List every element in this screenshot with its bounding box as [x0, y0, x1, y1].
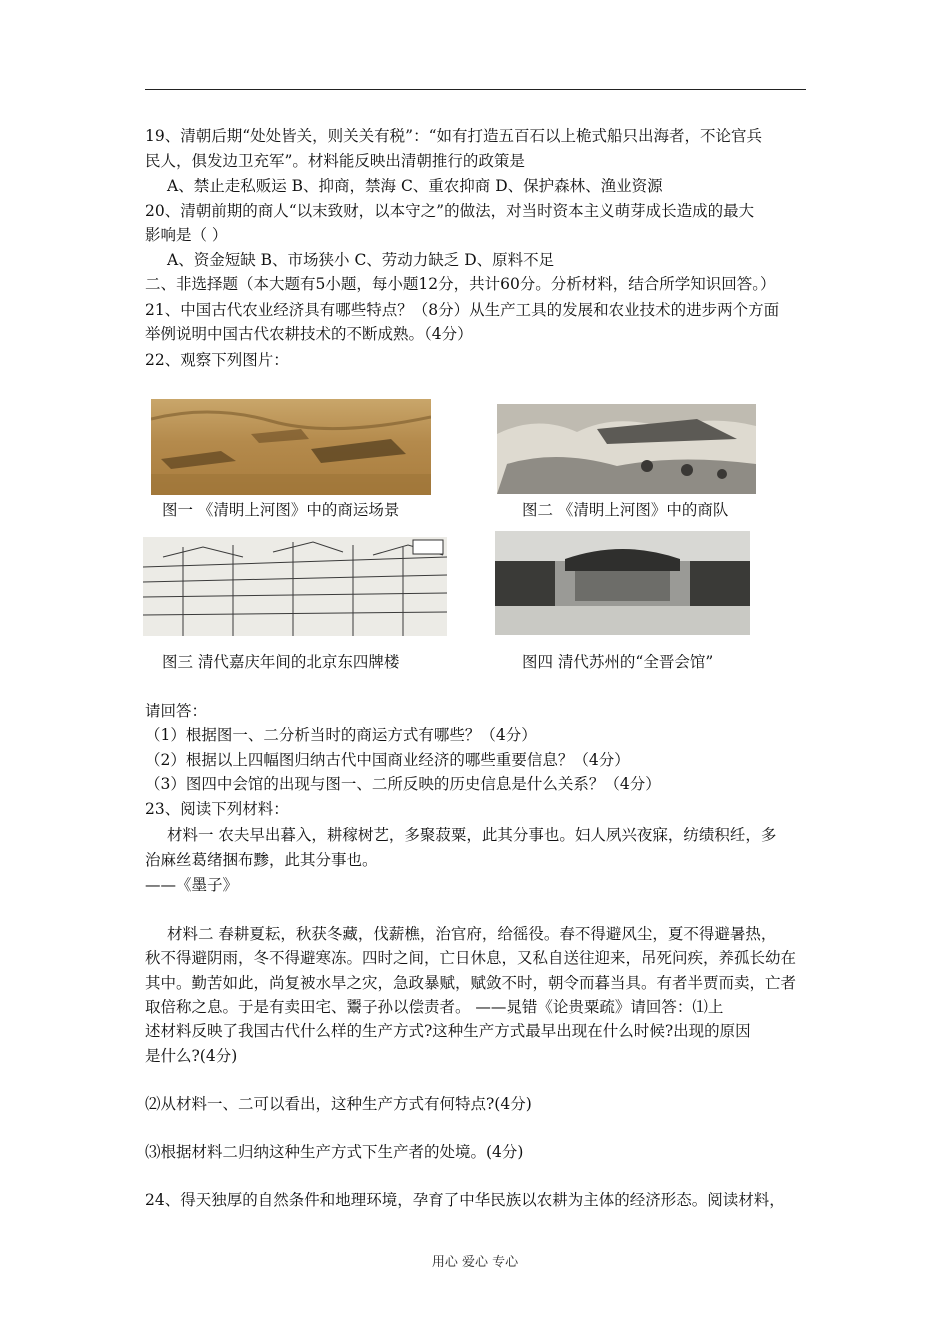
material-2-line-1: 材料二 春耕夏耘，秋获冬藏，伐薪樵，治官府，给徭役。春不得避风尘，夏不得避暑热， [167, 925, 777, 943]
q22-sub-2: （2）根据以上四幅图归纳古代中国商业经济的哪些重要信息？（4分） [145, 751, 630, 769]
q23-sub-3: ⑶根据材料二归纳这种生产方式下生产者的处境。(4分) [145, 1143, 524, 1161]
q19-options: A、禁止走私贩运 B、抑商，禁海 C、重农抑商 D、保护森林、渔业资源 [167, 177, 663, 195]
q21-line-1: 21、中国古代农业经济具有哪些特点？（8分）从生产工具的发展和农业技术的进步两个方面 [145, 301, 780, 319]
answer-prompt: 请回答： [145, 702, 208, 720]
q19-line-1: 19、清朝后期“处处皆关，则关关有税”：“如有打造五百石以上桅式船只出海者，不论官兵 [145, 127, 762, 145]
q22-sub-1: （1）根据图一、二分析当时的商运方式有哪些？（4分） [145, 726, 537, 744]
figure-3-caption: 图三 清代嘉庆年间的北京东四牌楼 [162, 653, 400, 671]
q21-line-2: 举例说明中国古代农耕技术的不断成熟。（4分） [145, 325, 473, 343]
figure-1-caption: 图一 《清明上河图》中的商运场景 [162, 501, 400, 519]
section-2-heading: 二、非选择题（本大题有5小题，每小题12分，共计60分。分析材料，结合所学知识回答。） [145, 275, 776, 293]
material-2-line-3: 其中。勤苦如此，尚复被水旱之灾，急政暴赋，赋敛不时，朝令而暮当具。有者半贾而卖，亡者 [145, 974, 797, 992]
figure-2-caption: 图二 《清明上河图》中的商队 [522, 501, 729, 519]
q22-heading: 22、观察下列图片： [145, 351, 289, 369]
material-1-line-2: 治麻丝葛绪捆布黪，此其分事也。 [145, 851, 378, 869]
material-2-line-2: 秋不得避阴雨，冬不得避寒冻。四时之间，亡日休息，又私自送往迎来，吊死问疾，养孤长幼在 [145, 949, 797, 967]
figure-1-image [151, 399, 431, 495]
figure-4-caption: 图四 清代苏州的“全晋会馆” [522, 653, 714, 671]
q20-options: A、资金短缺 B、市场狭小 C、劳动力缺乏 D、原料不足 [167, 251, 555, 269]
q23-heading: 23、阅读下列材料： [145, 800, 289, 818]
material-1-line-1: 材料一 农夫早出暮入，耕稼树艺，多聚菽粟，此其分事也。妇人夙兴夜寐，纺绩积纴，多 [167, 826, 777, 844]
header-rule [145, 89, 806, 90]
q19-line-2: 民人，俱发边卫充军”。材料能反映出清朝推行的政策是 [145, 152, 525, 170]
q20-line-1: 20、清朝前期的商人“以末致财，以本守之”的做法，对当时资本主义萌芽成长造成的最大 [145, 202, 755, 220]
figure-4-image [495, 531, 750, 635]
page-footer: 用心 爱心 专心 [431, 1255, 519, 1270]
q23-sub-2: ⑵从材料一、二可以看出，这种生产方式有何特点?(4分) [145, 1095, 532, 1113]
material-2-line-5: 述材料反映了我国古代什么样的生产方式?这种生产方式最早出现在什么时候?出现的原因 [145, 1022, 751, 1040]
material-1-source: ——《墨子》 [145, 876, 239, 894]
q24-line-1: 24、得天独厚的自然条件和地理环境，孕育了中华民族以农耕为主体的经济形态。阅读材料， [145, 1191, 785, 1209]
material-2-line-4: 取倍称之息。于是有卖田宅、鬻子孙以偿责者。 ——晁错《论贵粟疏》请回答：⑴上 [145, 998, 724, 1016]
figure-3-image [143, 537, 447, 636]
figure-2-image [497, 404, 756, 494]
q20-line-2: 影响是（ ） [145, 226, 228, 244]
material-2-line-6: 是什么?(4分) [145, 1047, 238, 1065]
q22-sub-3: （3）图四中会馆的出现与图一、二所反映的历史信息是什么关系？（4分） [145, 775, 661, 793]
